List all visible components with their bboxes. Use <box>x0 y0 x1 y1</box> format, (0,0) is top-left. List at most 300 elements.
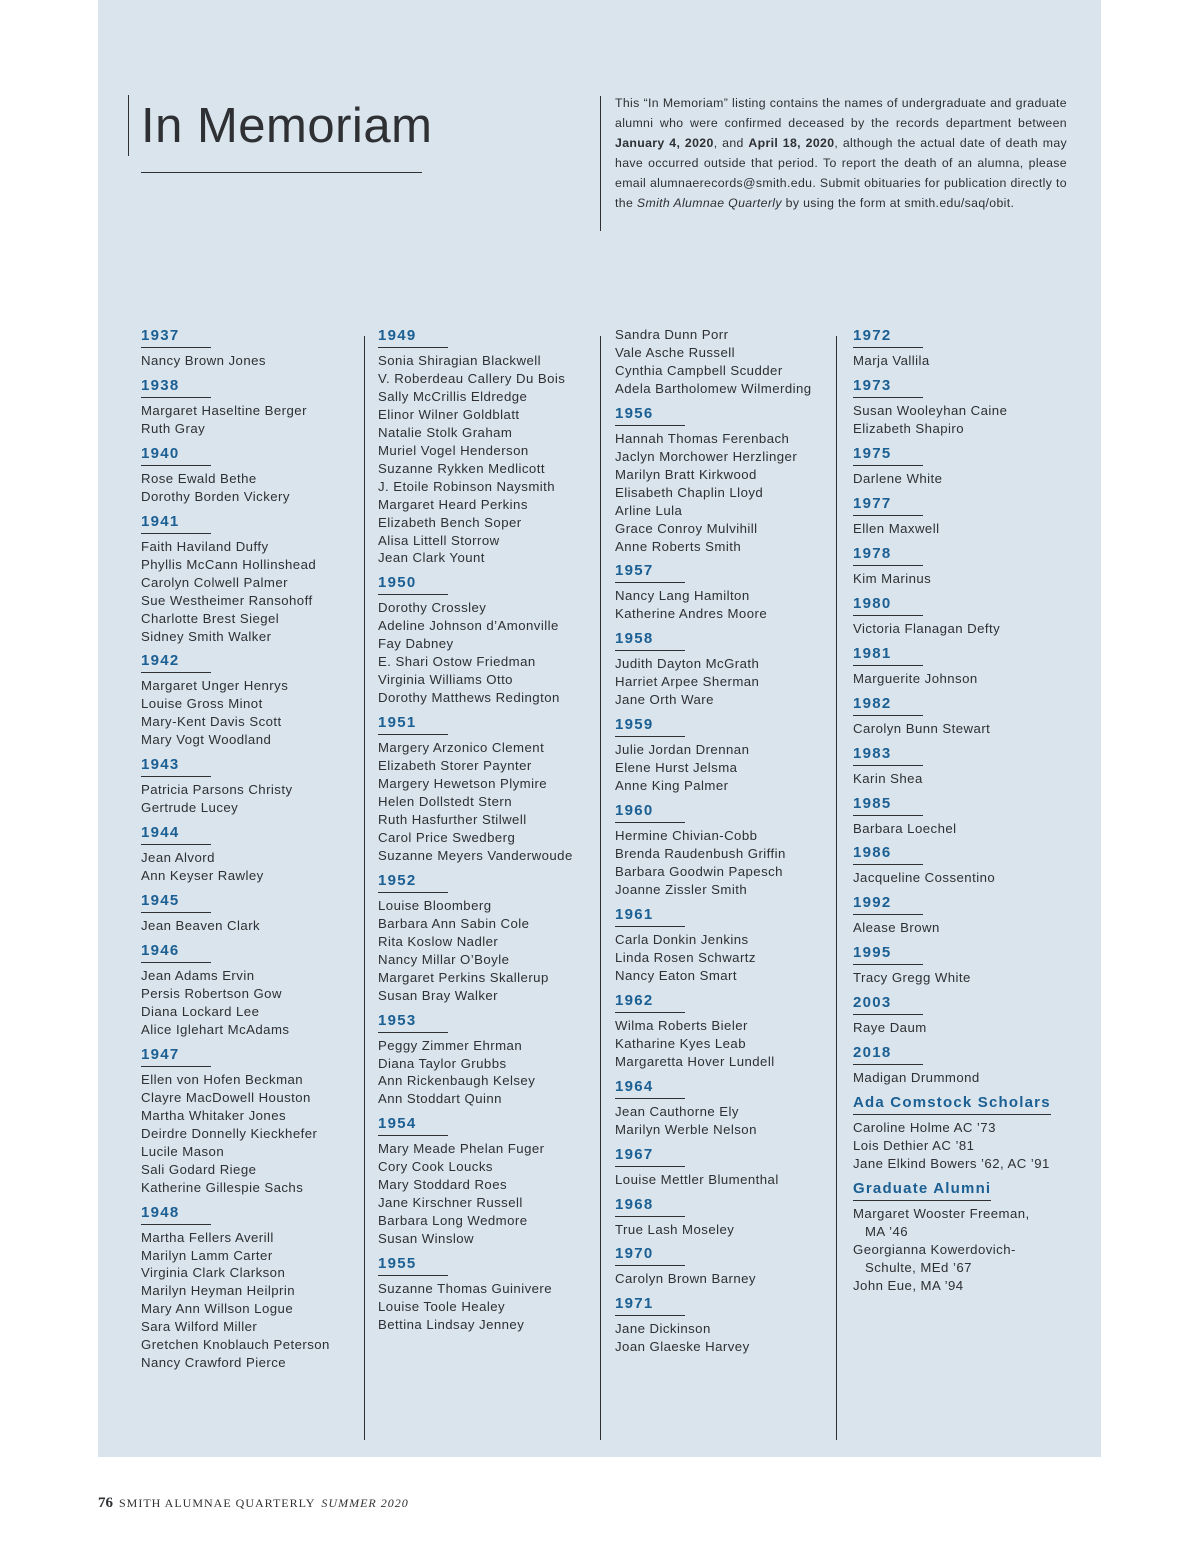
class-year-group <box>141 651 373 749</box>
alumna-name: Ellen Maxwell <box>853 520 940 536</box>
alumna-name: Louise Mettler Blumenthal <box>615 1171 779 1187</box>
class-year-group <box>853 744 1085 788</box>
alumna-name: Elene Hurst Jelsma <box>615 760 738 776</box>
class-year-heading-wrap <box>853 376 1085 398</box>
class-year-heading: 1964 <box>615 1077 685 1099</box>
intro-text-2: , and <box>713 135 749 150</box>
class-year-heading: 2003 <box>853 993 923 1015</box>
name-list <box>615 1171 847 1189</box>
class-year-group <box>853 1043 1085 1087</box>
name-list <box>853 520 1085 538</box>
alumna-name: Diana Lockard Lee <box>141 1003 260 1019</box>
intro-date-end: April 18, 2020 <box>748 135 835 150</box>
class-year-group <box>141 891 373 935</box>
alumna-name: V. Roberdeau Callery Du Bois <box>378 370 566 386</box>
name-list <box>853 1019 1085 1037</box>
alumna-name: MA ’46 <box>865 1224 909 1240</box>
class-year-heading: 1981 <box>853 644 923 666</box>
alumna-name: Georgianna Kowerdovich- <box>853 1242 1016 1258</box>
alumna-name: Sue Westheimer Ransohoff <box>141 592 313 608</box>
class-year-heading-wrap <box>141 651 373 673</box>
class-year-group <box>615 1145 847 1189</box>
class-year-heading-wrap <box>141 326 373 348</box>
name-list <box>853 402 1085 438</box>
name-list <box>141 1229 373 1373</box>
listing-column-3 <box>615 326 847 1362</box>
name-list <box>615 931 847 985</box>
alumna-name: Deirdre Donnelly Kieckhefer <box>141 1125 318 1141</box>
class-year-heading-wrap <box>853 594 1085 616</box>
alumna-name: Margery Arzonico Clement <box>378 740 545 756</box>
class-year-heading-wrap <box>378 1114 610 1136</box>
alumna-name: Diana Taylor Grubbs <box>378 1055 507 1071</box>
alumna-name: Marguerite Johnson <box>853 670 978 686</box>
name-list <box>141 781 373 817</box>
class-year-heading: 1968 <box>615 1195 685 1217</box>
alumna-name: Victoria Flanagan Defty <box>853 620 1001 636</box>
class-year-group <box>853 843 1085 887</box>
class-year-heading-wrap <box>853 326 1085 348</box>
class-year-heading: 1986 <box>853 843 923 865</box>
alumna-name: Tracy Gregg White <box>853 970 971 986</box>
name-list <box>615 430 847 556</box>
class-year-heading: 1995 <box>853 943 923 965</box>
alumni-section <box>853 1093 1085 1173</box>
alumna-name: Louise Toole Healey <box>378 1299 506 1315</box>
page-title: In Memoriam <box>141 99 433 153</box>
class-year-heading-wrap <box>378 1011 610 1033</box>
alumna-name: Virginia Williams Otto <box>378 672 513 688</box>
class-year-heading-wrap <box>141 755 373 777</box>
alumna-name: Hannah Thomas Ferenbach <box>615 430 790 446</box>
class-year-heading: 1972 <box>853 326 923 348</box>
alumna-name: Joan Glaeske Harvey <box>615 1339 750 1355</box>
class-year-heading: 1957 <box>615 561 685 583</box>
alumna-name: Rose Ewald Bethe <box>141 470 257 486</box>
class-year-group <box>615 1244 847 1288</box>
alumna-name: Charlotte Brest Siegel <box>141 610 280 626</box>
class-year-heading: 1948 <box>141 1203 211 1225</box>
class-year-heading-wrap <box>615 1145 847 1167</box>
name-list <box>378 599 610 707</box>
alumna-name: Phyllis McCann Hollinshead <box>141 556 317 572</box>
alumna-name: Schulte, MEd ’67 <box>865 1259 972 1275</box>
class-year-group <box>853 644 1085 688</box>
alumna-name: Carolyn Colwell Palmer <box>141 574 288 590</box>
intro-date-start: January 4, 2020 <box>615 135 714 150</box>
class-year-heading-wrap <box>141 376 373 398</box>
alumna-name: Sali Godard Riege <box>141 1161 257 1177</box>
class-year-group <box>141 1045 373 1197</box>
alumna-name: Louise Gross Minot <box>141 696 263 712</box>
class-year-heading: 1967 <box>615 1145 685 1167</box>
alumna-name: Jean Cauthorne Ely <box>615 1103 739 1119</box>
alumna-name: Jaclyn Morchower Herzlinger <box>615 448 798 464</box>
alumna-name: Sandra Dunn Porr <box>615 327 729 342</box>
name-list <box>615 827 847 899</box>
name-list <box>853 670 1085 688</box>
class-year-group <box>853 993 1085 1037</box>
alumna-name: Margery Hewetson Plymire <box>378 776 548 792</box>
alumna-name: Dorothy Matthews Redington <box>378 690 560 706</box>
name-list <box>141 849 373 885</box>
name-list <box>378 739 610 865</box>
class-year-heading-wrap <box>141 823 373 845</box>
alumna-name: Cory Cook Loucks <box>378 1159 493 1175</box>
class-year-heading-wrap <box>141 941 373 963</box>
class-year-heading: 1956 <box>615 404 685 426</box>
alumna-name: Marilyn Bratt Kirkwood <box>615 466 757 482</box>
class-year-group <box>141 823 373 885</box>
class-year-heading: 1982 <box>853 694 923 716</box>
class-year-heading-wrap <box>853 1043 1085 1065</box>
class-year-group <box>378 871 610 1005</box>
class-year-heading-wrap <box>141 512 373 534</box>
class-year-heading: 1941 <box>141 512 211 534</box>
name-list <box>615 1221 847 1239</box>
class-year-heading: 1938 <box>141 376 211 398</box>
alumna-name: Sally McCrillis Eldredge <box>378 388 528 404</box>
class-year-heading: 1940 <box>141 444 211 466</box>
class-year-heading-wrap <box>378 713 610 735</box>
alumna-name: Carolyn Bunn Stewart <box>853 720 991 736</box>
class-year-group <box>141 1203 373 1373</box>
alumna-name: Barbara Goodwin Papesch <box>615 864 783 880</box>
name-list <box>378 1280 610 1334</box>
alumna-name: Elisabeth Chaplin Lloyd <box>615 484 764 500</box>
class-year-heading: 1950 <box>378 573 448 595</box>
alumna-name: Margaretta Hover Lundell <box>615 1053 775 1069</box>
alumna-name: Jean Beaven Clark <box>141 918 261 934</box>
alumna-name: Suzanne Meyers Vanderwoude <box>378 847 573 863</box>
alumna-name: Linda Rosen Schwartz <box>615 949 756 965</box>
class-year-heading-wrap <box>615 905 847 927</box>
alumna-name: Ruth Hasfurther Stilwell <box>378 811 527 827</box>
class-year-group <box>141 512 373 646</box>
alumna-name: Mary Meade Phelan Fuger <box>378 1141 545 1157</box>
alumna-name: Gertrude Lucey <box>141 800 239 816</box>
alumna-name: Julie Jordan Drennan <box>615 742 750 758</box>
alumna-name: Margaret Unger Henrys <box>141 678 289 694</box>
class-year-heading-wrap <box>853 893 1085 915</box>
alumna-name: Natalie Stolk Graham <box>378 424 513 440</box>
class-year-heading: 1960 <box>615 801 685 823</box>
alumna-name: Elinor Wilner Goldblatt <box>378 406 520 422</box>
alumna-name: Patricia Parsons Christy <box>141 782 293 798</box>
alumna-name: Anne Roberts Smith <box>615 538 742 554</box>
class-year-group <box>853 943 1085 987</box>
name-list <box>378 897 610 1005</box>
class-year-heading: 1958 <box>615 629 685 651</box>
class-year-heading: 1980 <box>853 594 923 616</box>
alumna-name: Judith Dayton McGrath <box>615 656 760 672</box>
alumna-name: Bettina Lindsay Jenney <box>378 1316 525 1332</box>
class-year-heading: 1971 <box>615 1294 685 1316</box>
alumna-name: Ruth Gray <box>141 420 206 436</box>
alumna-name: True Lash Moseley <box>615 1221 735 1237</box>
alumna-name: Suzanne Thomas Guinivere <box>378 1281 553 1297</box>
class-year-group <box>378 326 610 567</box>
alumna-name: Elizabeth Shapiro <box>853 420 965 436</box>
class-year-group <box>853 594 1085 638</box>
intro-text-4: by using the form at smith.edu/saq/obit. <box>781 195 1015 210</box>
class-year-heading-wrap <box>615 561 847 583</box>
class-year-heading: 1959 <box>615 715 685 737</box>
class-year-group <box>378 1114 610 1248</box>
alumna-name: Nancy Crawford Pierce <box>141 1355 287 1371</box>
alumna-name: Katherine Gillespie Sachs <box>141 1179 304 1195</box>
class-year-heading-wrap <box>141 1203 373 1225</box>
alumna-name: Helen Dollstedt Stern <box>378 794 513 810</box>
name-list <box>853 1205 1085 1295</box>
class-year-group <box>141 755 373 817</box>
page-footer <box>98 1495 409 1512</box>
alumna-name: Nancy Eaton Smart <box>615 967 737 983</box>
alumna-name: Dorothy Borden Vickery <box>141 488 290 504</box>
alumna-name: Sara Wilford Miller <box>141 1319 258 1335</box>
alumna-name: Mary Ann Willson Logue <box>141 1301 294 1317</box>
intro-publication-name: Smith Alumnae Quarterly <box>636 195 782 210</box>
name-list <box>615 655 847 709</box>
alumna-name: Rita Koslow Nadler <box>378 933 499 949</box>
alumna-name: Barbara Long Wedmore <box>378 1213 528 1229</box>
class-year-heading: 1947 <box>141 1045 211 1067</box>
alumna-name: Raye Daum <box>853 1020 927 1036</box>
class-year-heading-wrap <box>615 1294 847 1316</box>
class-year-heading-wrap <box>853 993 1085 1015</box>
class-year-heading-wrap <box>141 891 373 913</box>
alumna-name: Nancy Millar O’Boyle <box>378 951 510 967</box>
class-year-heading: 1992 <box>853 893 923 915</box>
class-year-heading: 1954 <box>378 1114 448 1136</box>
class-year-heading-wrap <box>615 715 847 737</box>
alumna-name: Barbara Ann Sabin Cole <box>378 915 530 931</box>
class-year-group <box>615 905 847 985</box>
alumna-name: Carla Donkin Jenkins <box>615 931 749 947</box>
name-list <box>141 917 373 935</box>
class-year-group <box>853 544 1085 588</box>
alumna-name: Jane Kirschner Russell <box>378 1195 523 1211</box>
name-list <box>615 1017 847 1071</box>
alumna-name: Harriet Arpee Sherman <box>615 674 760 690</box>
intro-vertical-rule <box>600 96 601 231</box>
alumna-name: Elizabeth Bench Soper <box>378 514 522 530</box>
intro-paragraph <box>615 94 1067 213</box>
class-year-group <box>853 444 1085 488</box>
alumna-name: Ann Rickenbaugh Kelsey <box>378 1073 536 1089</box>
class-year-group <box>378 1254 610 1334</box>
class-year-group <box>853 694 1085 738</box>
class-year-group <box>615 1195 847 1239</box>
alumna-name: Muriel Vogel Henderson <box>378 442 529 458</box>
class-year-group <box>378 1011 610 1109</box>
class-year-group <box>615 991 847 1071</box>
alumna-name: Margaret Haseltine Berger <box>141 402 307 418</box>
alumna-name: Nancy Lang Hamilton <box>615 588 750 604</box>
alumna-name: Caroline Holme AC ’73 <box>853 1120 996 1136</box>
class-year-group <box>853 494 1085 538</box>
class-year-heading-wrap <box>141 444 373 466</box>
class-year-heading: 1944 <box>141 823 211 845</box>
alumna-name: Martha Whitaker Jones <box>141 1107 287 1123</box>
page-number: 76 <box>98 1495 113 1511</box>
alumna-name: Arline Lula <box>615 502 683 518</box>
alumna-name: Alease Brown <box>853 920 940 936</box>
alumna-name: Louise Bloomberg <box>378 897 492 913</box>
name-list <box>615 587 847 623</box>
name-list <box>853 570 1085 588</box>
alumna-name: Katherine Andres Moore <box>615 606 768 622</box>
class-year-heading: 1951 <box>378 713 448 735</box>
alumna-name: Margaret Wooster Freeman, <box>853 1206 1030 1222</box>
class-year-heading-wrap <box>853 744 1085 766</box>
class-year-group <box>615 1294 847 1356</box>
alumna-name: Margaret Heard Perkins <box>378 496 528 512</box>
name-list <box>141 470 373 506</box>
alumna-name: J. Etoile Robinson Naysmith <box>378 478 556 494</box>
alumna-name: Peggy Zimmer Ehrman <box>378 1037 523 1053</box>
alumna-name: Mary-Kent Davis Scott <box>141 714 282 730</box>
class-year-heading: 1978 <box>853 544 923 566</box>
name-list <box>853 969 1085 987</box>
alumna-name: Jane Dickinson <box>615 1321 711 1337</box>
class-year-group <box>853 376 1085 438</box>
name-list <box>141 402 373 438</box>
alumna-name: Clayre MacDowell Houston <box>141 1089 311 1105</box>
alumna-name: Darlene White <box>853 470 943 486</box>
name-list <box>378 1140 610 1248</box>
class-year-heading: 2018 <box>853 1043 923 1065</box>
listing-column-2 <box>378 326 610 1340</box>
alumna-name: Nancy Brown Jones <box>141 353 266 368</box>
class-year-heading: 1977 <box>853 494 923 516</box>
alumna-name: Barbara Loechel <box>853 820 957 836</box>
alumna-name: Karin Shea <box>853 770 923 786</box>
name-list <box>853 470 1085 488</box>
alumna-name: Marilyn Heyman Heilprin <box>141 1283 295 1299</box>
class-year-heading-wrap <box>615 1244 847 1266</box>
name-list <box>141 538 373 646</box>
alumna-name: Hermine Chivian-Cobb <box>615 828 758 844</box>
name-list <box>853 820 1085 838</box>
class-year-heading: 1983 <box>853 744 923 766</box>
alumna-name: Elizabeth Storer Paynter <box>378 758 532 774</box>
alumna-name: Martha Fellers Averill <box>141 1229 274 1245</box>
class-year-heading-wrap <box>615 1195 847 1217</box>
footer-issue: SUMMER 2020 <box>321 1496 409 1510</box>
class-year-heading-wrap <box>378 326 610 348</box>
alumna-name: Anne King Palmer <box>615 778 729 794</box>
class-year-heading-wrap <box>615 991 847 1013</box>
class-year-heading: 1953 <box>378 1011 448 1033</box>
name-list <box>853 1069 1085 1087</box>
class-year-heading-wrap <box>853 494 1085 516</box>
class-year-heading-wrap <box>615 404 847 426</box>
class-year-group <box>378 573 610 707</box>
class-year-group <box>853 794 1085 838</box>
class-year-heading-wrap <box>853 444 1085 466</box>
class-year-heading: 1975 <box>853 444 923 466</box>
name-list <box>615 1270 847 1288</box>
alumna-name: Susan Winslow <box>378 1231 474 1247</box>
class-year-group <box>853 893 1085 937</box>
alumna-name: Gretchen Knoblauch Peterson <box>141 1337 330 1353</box>
alumna-name: Susan Bray Walker <box>378 987 499 1003</box>
class-year-heading: 1985 <box>853 794 923 816</box>
alumna-name: Dorothy Crossley <box>378 600 487 616</box>
name-list <box>141 1071 373 1197</box>
alumna-name: Alisa Littell Storrow <box>378 532 500 548</box>
alumna-name: Carolyn Brown Barney <box>615 1271 756 1287</box>
class-year-heading-wrap <box>853 544 1085 566</box>
alumna-name: Cynthia Campbell Scudder <box>615 362 783 378</box>
name-list <box>853 770 1085 788</box>
name-list <box>141 677 373 749</box>
alumna-name: Jean Adams Ervin <box>141 968 255 984</box>
intro-text-3: , although the actual date of death may have occurred outside that period. To report the death of an alumna, please email alumnaerecords@smith.edu. Submit obituaries for publication directly to the <box>615 135 1068 210</box>
class-year-heading-wrap <box>378 1254 610 1276</box>
class-year-group <box>141 376 373 438</box>
alumna-name: Sonia Shiragian Blackwell <box>378 353 541 368</box>
listing-column-4 <box>853 326 1085 1301</box>
alumna-name: E. Shari Ostow Friedman <box>378 654 536 670</box>
alumna-name: Alice Iglehart McAdams <box>141 1021 290 1037</box>
class-year-group <box>615 1077 847 1139</box>
class-year-group <box>615 404 847 556</box>
alumna-name: Wilma Roberts Bieler <box>615 1017 748 1033</box>
alumna-name: Katharine Kyes Leab <box>615 1035 746 1051</box>
alumna-name: Ann Stoddart Quinn <box>378 1091 502 1107</box>
name-list <box>141 967 373 1039</box>
alumna-name: Jane Elkind Bowers ’62, AC ’91 <box>853 1156 1050 1172</box>
alumna-name: Lucile Mason <box>141 1143 225 1159</box>
alumna-name: Jean Alvord <box>141 850 215 866</box>
class-year-heading-wrap <box>378 573 610 595</box>
name-list <box>853 869 1085 887</box>
name-list <box>853 720 1085 738</box>
alumna-name: Adeline Johnson d’Amonville <box>378 618 559 634</box>
section-heading: Ada Comstock Scholars <box>853 1093 1051 1115</box>
alumna-name: Jean Clark Yount <box>378 550 485 566</box>
alumna-name: Adela Bartholomew Wilmerding <box>615 380 812 396</box>
alumna-name: Susan Wooleyhan Caine <box>853 402 1008 418</box>
alumna-name: Grace Conroy Mulvihill <box>615 520 758 536</box>
alumna-name: Margaret Perkins Skallerup <box>378 969 549 985</box>
name-list <box>615 1103 847 1139</box>
alumna-name: Faith Haviland Duffy <box>141 538 269 554</box>
class-year-heading: 1961 <box>615 905 685 927</box>
alumna-name: Joanne Zissler Smith <box>615 881 748 897</box>
class-year-group <box>141 326 373 370</box>
alumna-name: Jacqueline Cossentino <box>853 870 996 886</box>
alumna-name: Virginia Clark Clarkson <box>141 1265 286 1281</box>
name-list <box>853 1119 1085 1173</box>
class-year-heading: 1942 <box>141 651 211 673</box>
class-year-group <box>615 561 847 623</box>
class-year-heading-wrap <box>615 1077 847 1099</box>
alumna-name: Carol Price Swedberg <box>378 829 516 845</box>
alumna-name: Lois Dethier AC ’81 <box>853 1138 975 1154</box>
alumna-name: Suzanne Rykken Medlicott <box>378 460 545 476</box>
name-list <box>615 1320 847 1356</box>
name-list <box>378 352 610 567</box>
class-year-heading-wrap <box>853 943 1085 965</box>
class-year-heading: 1973 <box>853 376 923 398</box>
class-year-heading: 1945 <box>141 891 211 913</box>
alumna-name: Vale Asche Russell <box>615 344 736 360</box>
class-year-heading: 1955 <box>378 1254 448 1276</box>
class-year-heading-wrap <box>853 694 1085 716</box>
